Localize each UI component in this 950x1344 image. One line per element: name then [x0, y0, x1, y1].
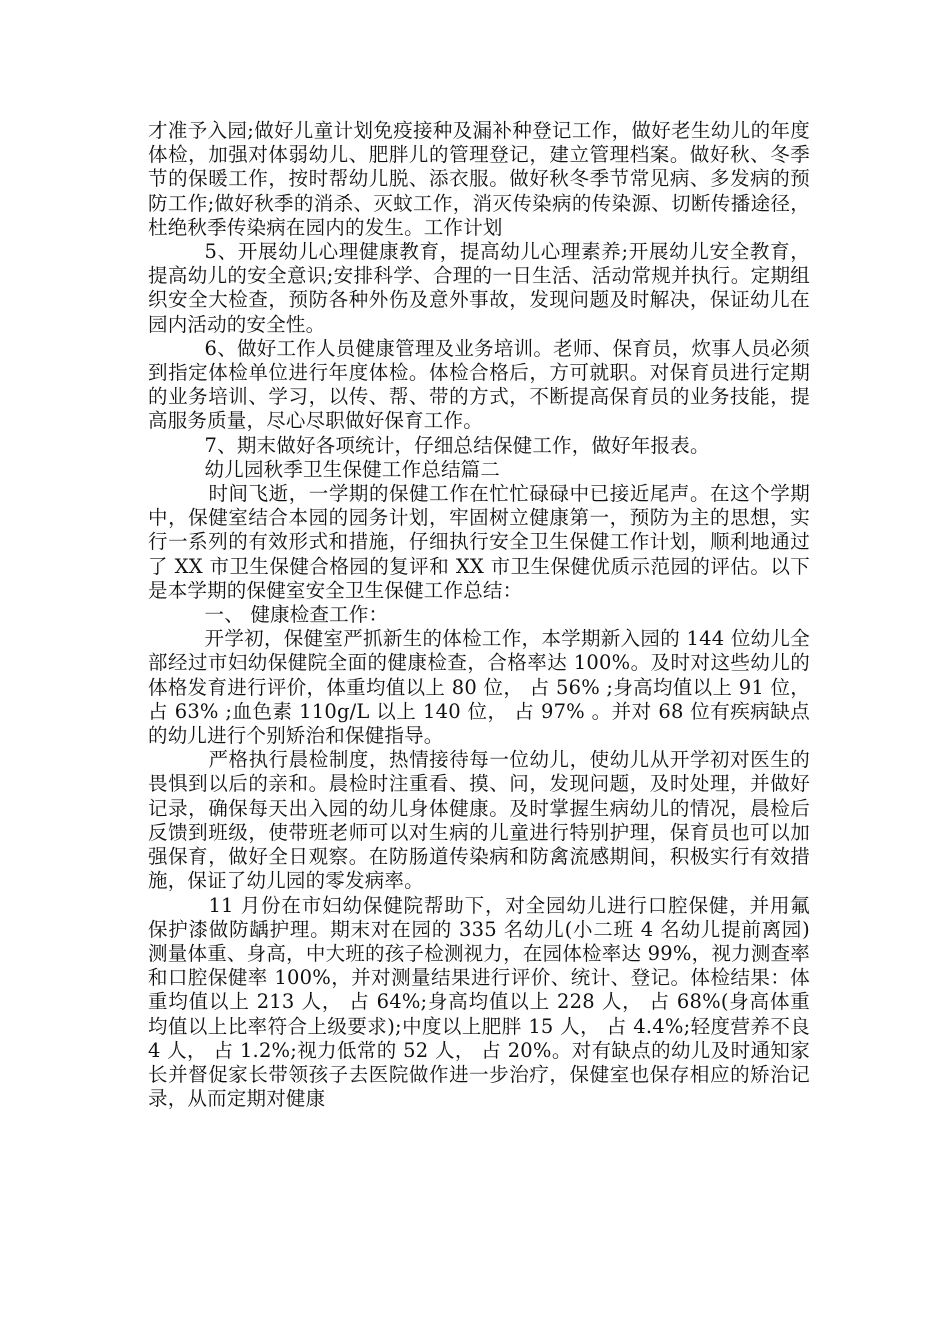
- paragraph-item-5: 5、开展幼儿心理健康教育，提高幼儿心理素养;开展幼儿安全教育，提高幼儿的安全意识;安排科学、合理的一日生活、活动常规并执行。定期组织安全大检查，预防各种外伤及意外事故，发现问题及时解决，保证幼儿在园内活动的安全性。: [148, 240, 810, 336]
- document-body: [148, 119, 810, 1111]
- paragraph-item-6: 6、做好工作人员健康管理及业务培训。老师、保育员，炊事人员必须到指定体检单位进行年度体检。体检合格后，方可就职。对保育员进行定期的业务培训、学习，以传、帮、带的方式，不断提高保育员的业务技能，提高服务质量，尽心尽职做好保育工作。: [148, 336, 810, 433]
- paragraph-intro: 时间飞逝，一学期的保健工作在忙忙碌碌中已接近尾声。在这个学期中，保健室结合本园的园务计划，牢固树立健康第一，预防为主的思想，实行一系列的有效形式和措施，仔细执行安全卫生保健工作计划，顺利地通过了 XX 市卫生保健合格园的复评和 XX 市卫生保健优质示范园的评估。以下是本学期的保健室安全卫生保健工作总结：: [148, 482, 810, 602]
- paragraph-november-checkup: 11 月份在市妇幼保健院帮助下，对全园幼儿进行口腔保健，并用氟保护漆做防龋护理。期末对在园的 335 名幼儿(小二班 4 名幼儿提前离园)测量体重、身高，中大班的孩子检测视力，在园体检率达 99%，视力测查率和口腔保健率 100%，并对测量结果进行评价、统计、登记。体检结果：体重均值以上 213 人， 占 64%;身高均值以上 228 人， 占 68%(身高体重均值以上比率符合上级要求);中度以上肥胖 15 人， 占 4.4%;轻度营养不良 4 人， 占 1.2%;视力低常的 52 人， 占 20%。对有缺点的幼儿及时通知家长并督促家长带领孩子去医院做作进一步治疗，保健室也保存相应的矫治记录，从而定期对健康: [148, 893, 810, 1111]
- paragraph-continuation: 才准予入园;做好儿童计划免疫接种及漏补种登记工作，做好老生幼儿的年度体检，加强对体弱幼儿、肥胖儿的管理登记，建立管理档案。做好秋、冬季节的保暖工作，按时帮幼儿脱、添衣服。做好秋冬季节常见病、多发病的预防工作;做好秋季的消杀、灭蚊工作，消灭传染病的传染源、切断传播途径，杜绝秋季传染病在园内的发生。工作计划: [148, 119, 810, 239]
- paragraph-new-student-checkup: 开学初，保健室严抓新生的体检工作，本学期新入园的 144 位幼儿全部经过市妇幼保健院全面的健康检查，合格率达 100%。及时对这些幼儿的体格发育进行评价，体重均值以上 80 位， 占 56% ;身高均值以上 91 位， 占 63% ;血色素 110g/L 以上 140 位， 占 97% 。并对 68 位有疾病缺点的幼儿进行个别矫治和保健指导。: [148, 627, 810, 748]
- paragraph-morning-check: 严格执行晨检制度，热情接待每一位幼儿，使幼儿从开学初对医生的畏惧到以后的亲和。晨检时注重看、摸、问，发现问题，及时处理，并做好记录，确保每天出入园的幼儿身体健康。及时掌握生病幼儿的情况，晨检后反馈到班级，使带班老师可以对生病的儿童进行特别护理，保育员也可以加强保育，做好全日观察。在防肠道传染病和防禽流感期间，积极实行有效措施，保证了幼儿园的零发病率。: [148, 748, 810, 893]
- section-heading: 幼儿园秋季卫生保健工作总结篇二: [204, 457, 501, 481]
- subsection-heading: 一、 健康检查工作：: [204, 603, 389, 627]
- paragraph-item-7: 7、期末做好各项统计，仔细总结保健工作，做好年报表。: [204, 433, 710, 457]
